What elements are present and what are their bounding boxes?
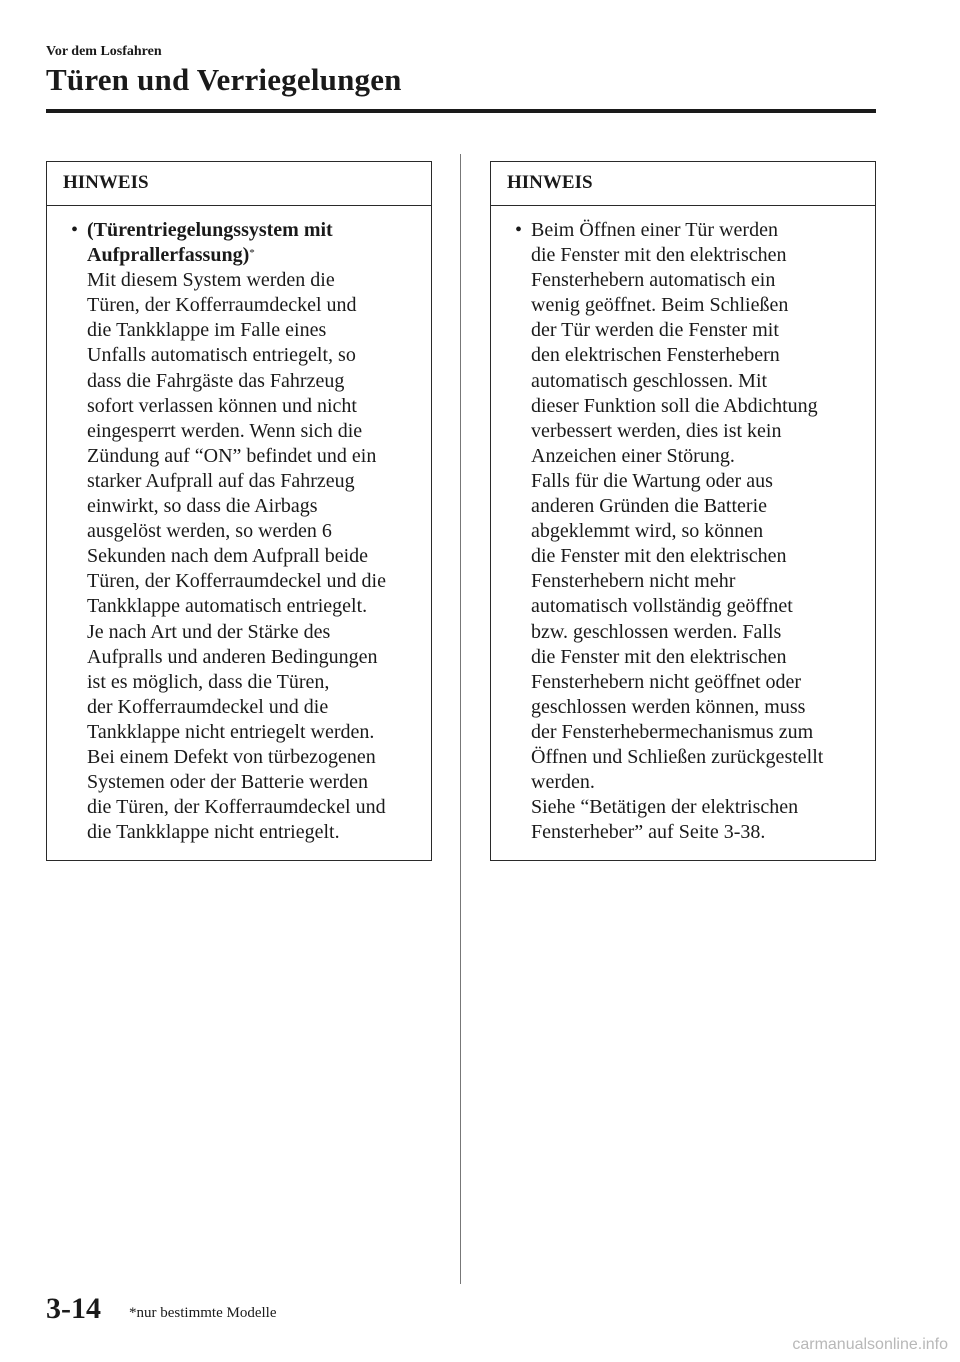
note-bold-text: Aufprallerfassung)	[87, 244, 250, 267]
page-title: Türen und Verriegelungen	[46, 62, 402, 97]
footnote: *nur bestimmte Modelle	[129, 1305, 277, 1321]
note-text-line: der Fensterhebermechanismus zum	[531, 720, 814, 743]
note-text-line: automatisch vollständig geöffnet	[531, 595, 793, 618]
note-text-line: die Türen, der Kofferraumdeckel und	[87, 796, 386, 819]
note-text-line: verbessert werden, dies ist kein	[531, 419, 782, 442]
note-text-line: anderen Gründen die Batterie	[531, 495, 768, 518]
note-box-left	[46, 161, 432, 861]
note-text-line: die Fenster mit den elektrischen	[531, 645, 787, 668]
bullet-icon: •	[71, 219, 79, 241]
note-text-line: Bei einem Defekt von türbezogenen	[87, 745, 376, 768]
note-text-line: Systemen oder der Batterie werden	[87, 771, 369, 794]
note-text-line: Siehe “Betätigen der elektrischen	[531, 796, 799, 819]
note-text-line: Fensterheber” auf Seite 3-38.	[531, 821, 766, 844]
bullet-icon: •	[515, 219, 523, 241]
note-text-line: Tankklappe nicht entriegelt werden.	[87, 720, 375, 743]
note-text-line: Beim Öffnen einer Tür werden	[531, 219, 778, 241]
footnote-star: *	[249, 247, 255, 260]
note-text-line: Anzeichen einer Störung.	[531, 444, 735, 467]
note-body	[47, 206, 431, 845]
note-text-line: Fensterhebern nicht mehr	[531, 570, 736, 593]
note-text-line: ist es möglich, dass die Türen,	[87, 670, 330, 693]
note-text-line: Öffnen und Schließen zurückgestellt	[531, 745, 824, 768]
note-text-line: den elektrischen Fensterhebern	[531, 344, 780, 367]
note-lines	[87, 268, 431, 845]
note-heading: HINWEIS	[47, 162, 431, 206]
header-rule	[46, 109, 876, 113]
note-text-line: der Kofferraumdeckel und die	[87, 695, 329, 718]
note-text-line: eingesperrt werden. Wenn sich die	[87, 419, 363, 442]
note-text-line: Falls für die Wartung oder aus	[531, 469, 773, 492]
note-text-line: Türen, der Kofferraumdeckel und die	[87, 570, 386, 593]
watermark: carmanualsonline.info	[792, 1336, 948, 1353]
note-text-line: Türen, der Kofferraumdeckel und	[87, 294, 357, 317]
section-label: Vor dem Losfahren	[46, 44, 162, 59]
note-text-line: Fensterhebern automatisch ein	[531, 269, 776, 292]
note-text-line: starker Aufprall auf das Fahrzeug	[87, 469, 355, 492]
note-text-line: einwirkt, so dass die Airbags	[87, 495, 318, 518]
note-text-line: Sekunden nach dem Aufprall beide	[87, 545, 369, 568]
note-body	[491, 206, 875, 845]
note-text-line: abgeklemmt wird, so können	[531, 520, 764, 543]
note-text-line: die Tankklappe im Falle eines	[87, 319, 327, 342]
note-text-line: Unfalls automatisch entriegelt, so	[87, 344, 356, 367]
note-text-line: geschlossen werden können, muss	[531, 695, 806, 718]
note-bold-line: (Türentriegelungssystem mit	[87, 219, 333, 241]
note-text-line: automatisch geschlossen. Mit	[531, 369, 768, 392]
note-heading: HINWEIS	[491, 162, 875, 206]
note-text-line: dieser Funktion soll die Abdichtung	[531, 394, 818, 417]
note-text-line: wenig geöffnet. Beim Schließen	[531, 294, 789, 317]
note-text-line: die Fenster mit den elektrischen	[531, 545, 787, 568]
note-text-line: Je nach Art und der Stärke des	[87, 620, 331, 643]
column-divider	[460, 154, 461, 1284]
note-box-right	[490, 161, 876, 861]
note-text-line: Zündung auf “ON” befindet und ein	[87, 444, 377, 467]
note-text-line: werden.	[531, 771, 595, 794]
note-bold-line	[87, 243, 431, 268]
note-text-line: Aufpralls und anderen Bedingungen	[87, 645, 378, 668]
note-text-line: bzw. geschlossen werden. Falls	[531, 620, 782, 643]
note-text-line: Tankklappe automatisch entriegelt.	[87, 595, 368, 618]
note-text-line: dass die Fahrgäste das Fahrzeug	[87, 369, 345, 392]
note-text-line: der Tür werden die Fenster mit	[531, 319, 779, 342]
note-lines	[531, 218, 875, 845]
note-text-line: die Fenster mit den elektrischen	[531, 244, 787, 267]
note-text-line: Mit diesem System werden die	[87, 269, 335, 292]
note-text-line: die Tankklappe nicht entriegelt.	[87, 821, 340, 844]
note-text-line: sofort verlassen können und nicht	[87, 394, 357, 417]
note-text-line: ausgelöst werden, so werden 6	[87, 520, 332, 543]
note-text-line: Fensterhebern nicht geöffnet oder	[531, 670, 802, 693]
page-number: 3-14	[46, 1292, 101, 1325]
